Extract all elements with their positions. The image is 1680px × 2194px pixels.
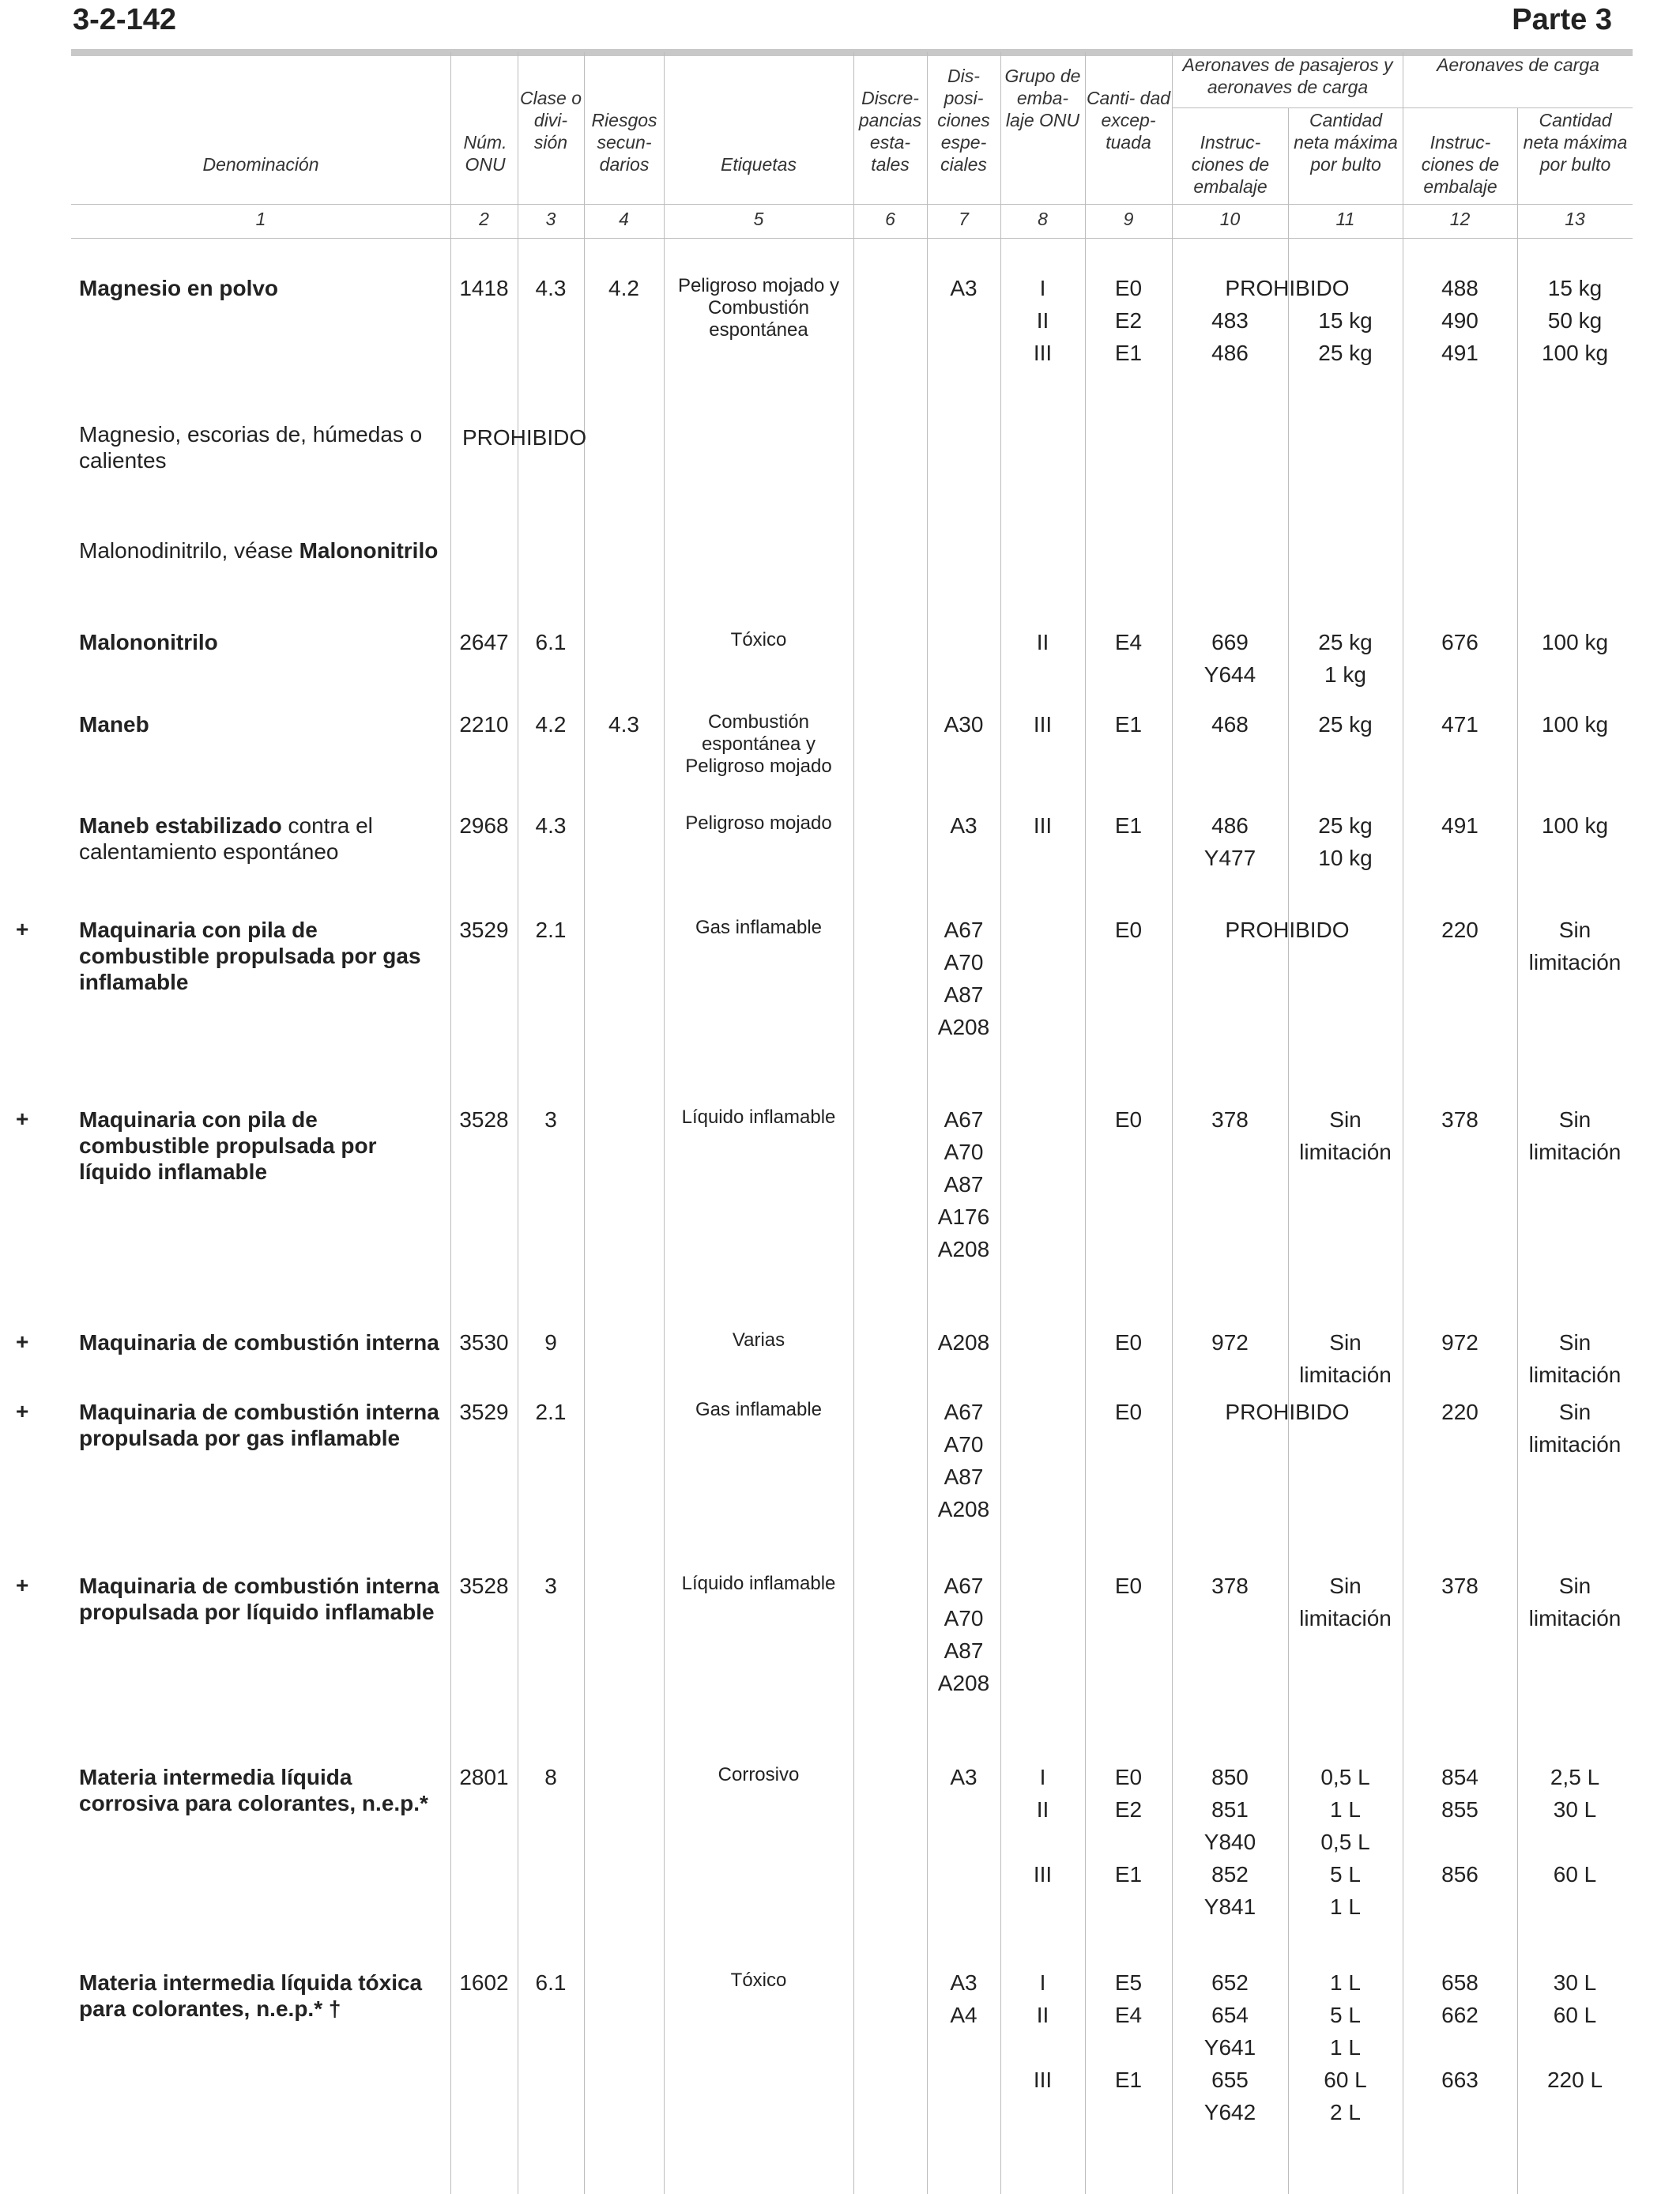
- cell-exc: E0: [1114, 1330, 1143, 1355]
- cell-grupo: III: [1033, 813, 1053, 838]
- cell-grupo: I II III: [1033, 276, 1053, 365]
- cell-disp: A67 A70 A87 A208: [937, 1574, 990, 1695]
- cell-clase: 6.1: [535, 630, 567, 654]
- column-number: 5: [753, 209, 764, 229]
- cell-grupo: III: [1033, 712, 1053, 737]
- cell-c10: 486 Y477: [1203, 813, 1256, 870]
- cell-c12: 220: [1441, 918, 1478, 942]
- cell-exc: E1: [1114, 712, 1143, 737]
- cell-etiquetas: Gas inflamable: [695, 1399, 823, 1420]
- cell-c10: 378: [1211, 1107, 1249, 1132]
- cell-riesgos: 4.3: [608, 712, 639, 737]
- cell-c11: Sin limitación: [1299, 1574, 1392, 1630]
- part-title: Parte 3: [1512, 3, 1612, 36]
- cell-clase: 2.1: [535, 918, 567, 942]
- header-cantidad-exceptuada: Canti- dad excep- tuada: [1086, 88, 1171, 153]
- page-number: 3-2-142: [73, 3, 176, 36]
- header-carga-group: Aeronaves de carga: [1437, 55, 1599, 75]
- column-number: 11: [1335, 209, 1355, 229]
- header-disposiciones: Dis- posi- ciones espe- ciales: [937, 66, 990, 175]
- cell-c12: 488 490 491: [1441, 276, 1478, 365]
- row-denominacion: Maquinaria de combustión interna: [79, 1330, 439, 1355]
- cell-etiquetas: Líquido inflamable: [681, 1573, 836, 1594]
- cell-etiquetas: Tóxico: [730, 1970, 787, 1991]
- cell-c12: 658 662 663: [1441, 1970, 1478, 2092]
- column-number: 7: [959, 209, 969, 229]
- cell-c11: 25 kg 10 kg: [1318, 813, 1373, 870]
- cell-c12: 220: [1441, 1400, 1478, 1424]
- cell-etiquetas: Líquido inflamable: [681, 1106, 836, 1128]
- cell-etiquetas: Peligroso mojado y Combustión espontánea: [677, 275, 840, 341]
- cell-onu: 3528: [459, 1107, 509, 1132]
- column-number: 13: [1565, 209, 1585, 229]
- cell-c13: 100 kg: [1541, 813, 1609, 838]
- cell-c12: 378: [1441, 1574, 1478, 1598]
- cell-riesgos: 4.2: [608, 276, 639, 300]
- header-cantidad-13: Cantidad neta máxima por bulto: [1523, 110, 1628, 175]
- header-grupo: Grupo de emba- laje ONU: [1004, 66, 1081, 130]
- header-pasajeros-group: Aeronaves de pasajeros y aeronaves de carga: [1182, 55, 1393, 97]
- column-number: 2: [479, 209, 489, 229]
- cell-c11: Sin limitación: [1299, 1330, 1392, 1387]
- cell-etiquetas: Tóxico: [730, 629, 787, 650]
- header-cantidad-11: Cantidad neta máxima por bulto: [1294, 110, 1398, 175]
- header-instrucciones-10: Instruc- ciones de embalaje: [1191, 132, 1270, 197]
- cell-c10: 972: [1211, 1330, 1249, 1355]
- row-marker: +: [16, 917, 29, 941]
- cell-c10: 850 851 Y840 852 Y841: [1203, 1765, 1256, 1919]
- header-onu: Núm. ONU: [463, 132, 507, 175]
- cell-onu: 3529: [459, 1400, 509, 1424]
- cell-onu: 1602: [459, 1970, 509, 1995]
- header-discrepancias: Discre- pancias esta- tales: [858, 88, 922, 175]
- cell-exc: E0 E2 E1: [1114, 276, 1143, 365]
- cell-c11: 0,5 L 1 L 0,5 L 5 L 1 L: [1320, 1765, 1370, 1919]
- cell-onu: 2968: [459, 813, 509, 838]
- header-instrucciones-12: Instruc- ciones de embalaje: [1421, 132, 1500, 197]
- prohibido-text: PROHIBIDO: [1225, 276, 1350, 300]
- column-number: 9: [1123, 209, 1134, 229]
- cell-c11: 25 kg 1 kg: [1318, 630, 1373, 687]
- column-number: 10: [1219, 209, 1241, 229]
- cell-onu: 2210: [459, 712, 509, 737]
- header-riesgos: Riesgos secun- darios: [591, 110, 657, 175]
- cell-c11: 1 L 5 L 1 L 60 L 2 L: [1324, 1970, 1367, 2124]
- cell-onu: 1418: [459, 276, 509, 300]
- cell-c13: Sin limitación: [1528, 918, 1622, 974]
- cell-clase: 4.3: [535, 813, 567, 838]
- prohibido-text: PROHIBIDO: [1225, 1400, 1350, 1424]
- header-etiquetas: Etiquetas: [721, 154, 797, 175]
- cell-c13: Sin limitación: [1528, 1330, 1622, 1387]
- cell-clase: 4.2: [535, 712, 567, 737]
- row-denominacion: Maquinaria con pila de combustible propulsada por gas inflamable: [79, 918, 421, 994]
- cell-onu: 3529: [459, 918, 509, 942]
- cell-disp: A67 A70 A87 A208: [937, 1400, 990, 1521]
- cell-clase: 4.3: [535, 276, 567, 300]
- cell-exc: E0: [1114, 1574, 1143, 1598]
- cell-disp: A67 A70 A87 A208: [937, 918, 990, 1039]
- cell-etiquetas: Combustión espontánea y Peligroso mojado: [685, 711, 832, 777]
- row-denominacion: Magnesio, escorias de, húmedas o calientes: [79, 422, 423, 473]
- row-marker: +: [16, 1573, 29, 1597]
- cell-c13: 30 L 60 L 220 L: [1546, 1970, 1603, 2092]
- row-denominacion: Maneb: [79, 712, 149, 737]
- cell-exc: E0: [1114, 1107, 1143, 1132]
- cell-c10: 652 654 Y641 655 Y642: [1203, 1970, 1256, 2124]
- cell-c13: 100 kg: [1541, 712, 1609, 737]
- cell-c12: 676: [1441, 630, 1478, 654]
- cell-exc: E4: [1114, 630, 1143, 654]
- cell-c11: 15 kg 25 kg: [1318, 308, 1373, 365]
- cell-c12: 471: [1441, 712, 1478, 737]
- cell-clase: 2.1: [535, 1400, 567, 1424]
- column-number: 1: [255, 209, 266, 229]
- row-denominacion: Maquinaria con pila de combustible propulsada por líquido inflamable: [79, 1107, 377, 1184]
- cell-c13: Sin limitación: [1528, 1400, 1622, 1457]
- prohibido-text: PROHIBIDO: [1225, 918, 1350, 942]
- column-number: 6: [885, 209, 895, 229]
- row-denominacion: Materia intermedia líquida corrosiva para colorantes, n.e.p.*: [79, 1765, 428, 1815]
- row-denominacion: Magnesio en polvo: [79, 276, 279, 300]
- cell-etiquetas: Peligroso mojado: [685, 812, 832, 834]
- cell-exc: E0: [1114, 918, 1143, 942]
- cell-exc: E1: [1114, 813, 1143, 838]
- cell-clase: 8: [544, 1765, 557, 1789]
- cell-onu: 3530: [459, 1330, 509, 1355]
- column-number: 8: [1038, 209, 1048, 229]
- cell-etiquetas: Gas inflamable: [695, 917, 823, 938]
- cell-onu: 2801: [459, 1765, 509, 1789]
- row-denominacion: Materia intermedia líquida tóxica para colorantes, n.e.p.* †: [79, 1970, 423, 2021]
- cell-c12: 491: [1441, 813, 1478, 838]
- cell-c13: 2,5 L 30 L 60 L: [1550, 1765, 1600, 1887]
- cell-c13: 15 kg 50 kg 100 kg: [1541, 276, 1609, 365]
- cell-clase: 3: [544, 1574, 557, 1598]
- cell-c11: Sin limitación: [1299, 1107, 1392, 1164]
- header-clase: Clase o divi- sión: [520, 88, 582, 153]
- row-marker: +: [16, 1106, 29, 1131]
- cell-clase: 3: [544, 1107, 557, 1132]
- cell-clase: 6.1: [535, 1970, 567, 1995]
- cell-etiquetas: Varias: [732, 1329, 785, 1351]
- cell-c11: 25 kg: [1318, 712, 1373, 737]
- cell-grupo: II: [1036, 630, 1049, 654]
- cell-onu: 3528: [459, 1574, 509, 1598]
- row-marker: +: [16, 1329, 29, 1354]
- row-denominacion: Maquinaria de combustión interna propulsada por gas inflamable: [79, 1400, 439, 1450]
- cell-disp: A3: [950, 813, 977, 838]
- cell-disp: A3 A4: [950, 1970, 977, 2027]
- cell-grupo: I II III: [1033, 1970, 1053, 2092]
- row-denominacion: Maquinaria de combustión interna propulsada por líquido inflamable: [79, 1574, 439, 1624]
- column-number: 12: [1449, 209, 1471, 229]
- cell-disp: A30: [944, 712, 984, 737]
- cell-disp: A208: [937, 1330, 990, 1355]
- cell-c10: 468: [1211, 712, 1249, 737]
- cell-c13: Sin limitación: [1528, 1107, 1622, 1164]
- cell-c13: 100 kg: [1541, 630, 1609, 654]
- cell-c12: 854 855 856: [1441, 1765, 1478, 1887]
- cell-etiquetas: Corrosivo: [718, 1764, 800, 1785]
- cell-c12: 378: [1441, 1107, 1478, 1132]
- cell-c13: Sin limitación: [1528, 1574, 1622, 1630]
- cell-exc: E5 E4 E1: [1114, 1970, 1143, 2092]
- cell-c10: 669 Y644: [1203, 630, 1256, 687]
- cell-exc: E0 E2 E1: [1114, 1765, 1143, 1887]
- cell-c10: 378: [1211, 1574, 1249, 1598]
- cell-onu: 2647: [459, 630, 509, 654]
- header-denominacion: Denominación: [202, 154, 319, 175]
- row-denominacion: Malonodinitrilo, véase Malononitrilo: [79, 538, 439, 563]
- row-denominacion: Maneb estabilizado contra el calentamiento espontáneo: [79, 813, 373, 864]
- cell-c10: 483 486: [1211, 308, 1249, 365]
- row-denominacion: Malononitrilo: [79, 630, 218, 654]
- column-number: 4: [619, 209, 629, 229]
- cell-disp: A3: [950, 276, 977, 300]
- cell-grupo: I II III: [1033, 1765, 1053, 1887]
- cell-c12: 972: [1441, 1330, 1478, 1355]
- cell-disp: A3: [950, 1765, 977, 1789]
- row-marker: +: [16, 1399, 29, 1423]
- cell-disp: A67 A70 A87 A176 A208: [937, 1107, 990, 1261]
- column-number: 3: [545, 209, 556, 229]
- cell-clase: 9: [544, 1330, 557, 1355]
- prohibido-text: PROHIBIDO: [462, 425, 587, 450]
- cell-exc: E0: [1114, 1400, 1143, 1424]
